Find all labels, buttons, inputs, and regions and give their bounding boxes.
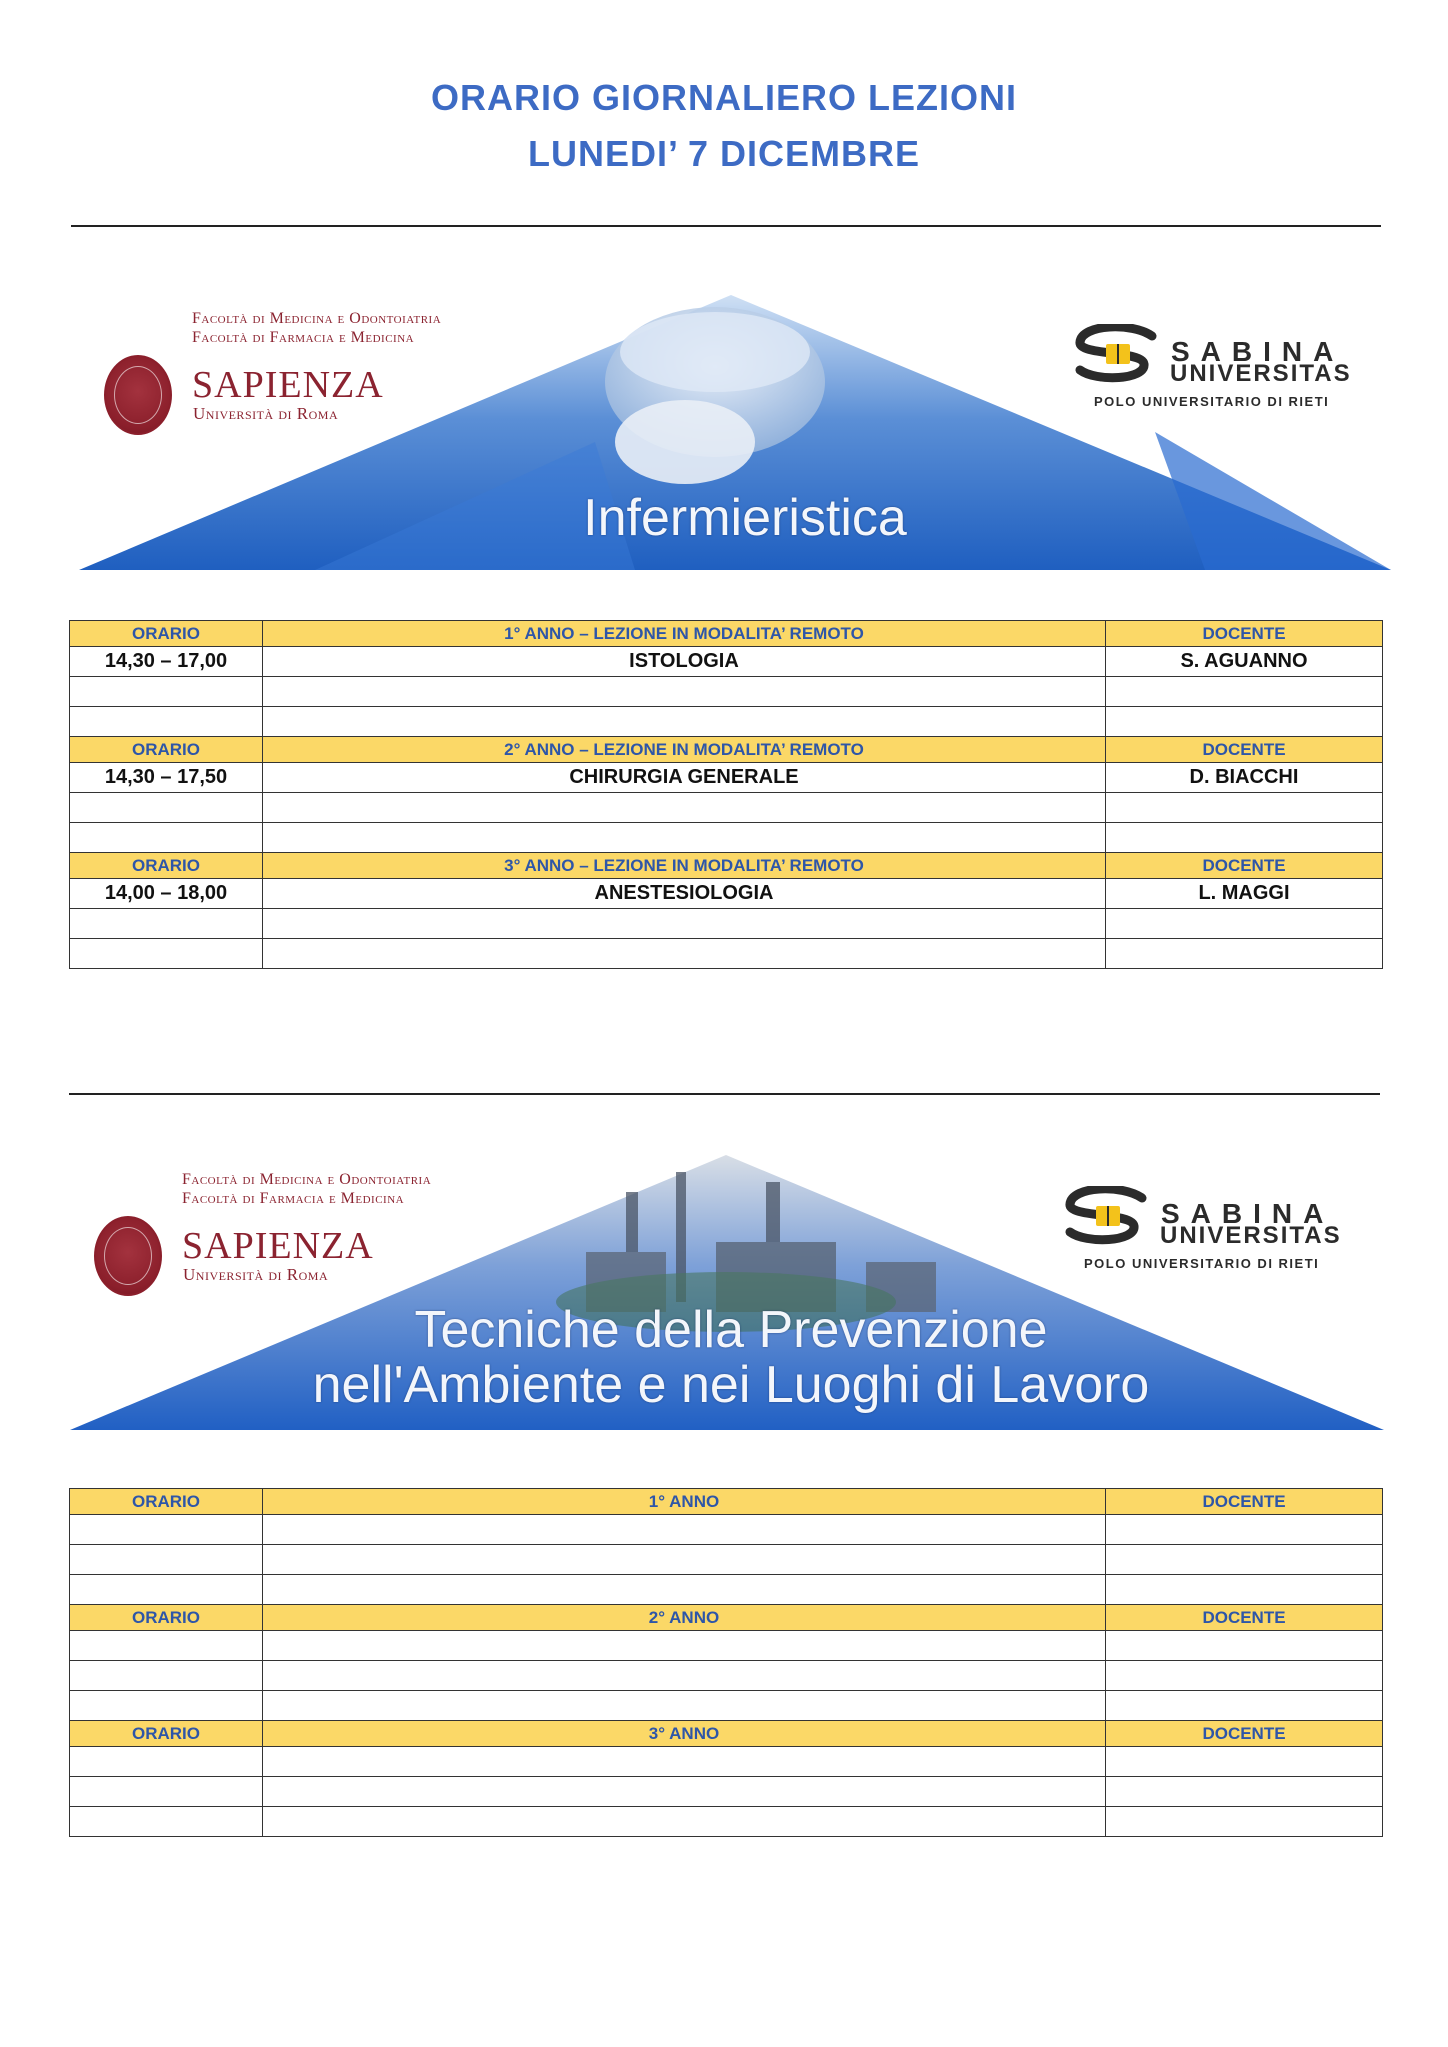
cell-lezione: ANESTESIOLOGIA [263,879,1106,909]
table-row [70,1661,1383,1691]
table-row [70,939,1383,969]
table-row [70,879,1383,909]
cell-docente [1106,1545,1383,1575]
cell-orario [70,1545,263,1575]
cell-orario: 14,30 – 17,50 [70,763,263,793]
cell-orario [70,1575,263,1605]
table-row [70,677,1383,707]
cell-docente [1106,1575,1383,1605]
faculty-line1: Facoltà di Medicina e Odontoiatria [192,310,442,327]
table-header-row [70,1489,1383,1515]
sapienza-logo-sub: Università di Roma [193,404,339,423]
sabina-logo-icon [1062,1186,1152,1246]
table-header-row [70,853,1383,879]
cell-lezione [263,1807,1106,1837]
sapienza-logo-name: SAPIENZA [182,1225,374,1267]
sapienza-seal-icon [104,355,172,435]
header-orario: ORARIO [70,737,263,763]
header-orario: ORARIO [70,621,263,647]
header-orario: ORARIO [70,1489,263,1515]
cell-orario [70,1777,263,1807]
sapienza-logo-name: SAPIENZA [192,364,384,406]
cell-docente [1106,909,1383,939]
cell-lezione [263,1631,1106,1661]
cell-orario [70,1661,263,1691]
cell-lezione [263,677,1106,707]
schedule-infermieristica [69,620,1383,969]
faculty-names-2 [182,1170,431,1208]
cell-docente [1106,1747,1383,1777]
sabina-logo-name: SABINA [1161,1198,1335,1229]
cell-docente: L. MAGGI [1106,879,1383,909]
header-orario: ORARIO [70,1605,263,1631]
divider-middle [69,1093,1380,1095]
cell-lezione [263,909,1106,939]
header-lezione: 3° ANNO [263,1721,1106,1747]
cell-lezione [263,793,1106,823]
table-header-row [70,737,1383,763]
cell-orario: 14,30 – 17,00 [70,647,263,677]
cell-orario: 14,00 – 18,00 [70,879,263,909]
banner2-title-line2: nell'Ambiente e nei Luoghi di Lavoro [312,1356,1150,1414]
cell-docente [1106,1777,1383,1807]
table-row [70,1631,1383,1661]
header-docente: DOCENTE [1106,621,1383,647]
cell-orario [70,1747,263,1777]
faculty-line2: Facoltà di Farmacia e Medicina [192,329,415,346]
table-row [70,1747,1383,1777]
sabina-logo-polo: POLO UNIVERSITARIO DI RIETI [1094,394,1330,409]
cell-docente: S. AGUANNO [1106,647,1383,677]
faculty-line2: Facoltà di Farmacia e Medicina [182,1190,405,1207]
cell-docente [1106,677,1383,707]
sapienza-logo-sub: Università di Roma [183,1265,329,1284]
table-header-row [70,621,1383,647]
header-docente: DOCENTE [1106,1605,1383,1631]
cell-lezione [263,1575,1106,1605]
header-orario: ORARIO [70,853,263,879]
schedule-tecniche-prevenzione [69,1488,1383,1837]
header-lezione: 2° ANNO – LEZIONE IN MODALITA’ REMOTO [263,737,1106,763]
table-row [70,1545,1383,1575]
header-lezione: 3° ANNO – LEZIONE IN MODALITA’ REMOTO [263,853,1106,879]
faculty-line1: Facoltà di Medicina e Odontoiatria [182,1171,432,1188]
cell-lezione [263,1747,1106,1777]
table-row [70,763,1383,793]
header-docente: DOCENTE [1106,853,1383,879]
cell-lezione [263,1777,1106,1807]
cell-lezione [263,939,1106,969]
cell-orario [70,677,263,707]
header-lezione: 1° ANNO [263,1489,1106,1515]
cell-orario [70,1807,263,1837]
cell-orario [70,823,263,853]
table-row [70,1807,1383,1837]
banner2-title-line1: Tecniche della Prevenzione [414,1301,1048,1359]
cell-lezione: CHIRURGIA GENERALE [263,763,1106,793]
header-orario: ORARIO [70,1721,263,1747]
cell-lezione [263,823,1106,853]
cell-docente [1106,1661,1383,1691]
cell-docente [1106,1631,1383,1661]
sabina-logo-icon [1072,324,1162,384]
cell-docente [1106,793,1383,823]
cell-lezione [263,1691,1106,1721]
table-row [70,707,1383,737]
sabina-logo-universitas: UNIVERSITAS [1170,360,1352,387]
header-docente: DOCENTE [1106,1489,1383,1515]
table-header-row [70,1605,1383,1631]
cell-docente: D. BIACCHI [1106,763,1383,793]
divider-top [71,225,1381,227]
cell-docente [1106,1691,1383,1721]
page-title-line2: LUNEDI’ 7 DICEMBRE [527,133,921,174]
cell-lezione [263,1661,1106,1691]
cell-docente [1106,823,1383,853]
cell-docente [1106,1515,1383,1545]
sabina-logo-polo: POLO UNIVERSITARIO DI RIETI [1084,1256,1320,1271]
sapienza-seal-icon [94,1216,162,1296]
cell-lezione: ISTOLOGIA [263,647,1106,677]
cell-orario [70,707,263,737]
table-row [70,1515,1383,1545]
faculty-names [192,309,441,347]
page-title-line1: ORARIO GIORNALIERO LEZIONI [430,77,1017,118]
cell-lezione [263,1515,1106,1545]
cell-docente [1106,1807,1383,1837]
sabina-logo-name: SABINA [1171,336,1345,367]
cell-docente [1106,939,1383,969]
cell-orario [70,939,263,969]
header-docente: DOCENTE [1106,737,1383,763]
table-row [70,1575,1383,1605]
cell-lezione [263,707,1106,737]
cell-orario [70,793,263,823]
table-row [70,823,1383,853]
table-row [70,909,1383,939]
banner1-title: Infermieristica [583,489,907,547]
header-lezione: 2° ANNO [263,1605,1106,1631]
cell-docente [1106,707,1383,737]
header-lezione: 1° ANNO – LEZIONE IN MODALITA’ REMOTO [263,621,1106,647]
sabina-logo-universitas: UNIVERSITAS [1160,1222,1342,1249]
cell-lezione [263,1545,1106,1575]
cell-orario [70,1515,263,1545]
header-docente: DOCENTE [1106,1721,1383,1747]
cell-orario [70,1631,263,1661]
table-row [70,1777,1383,1807]
table-header-row [70,1721,1383,1747]
table-row [70,647,1383,677]
cell-orario [70,909,263,939]
table-row [70,1691,1383,1721]
cell-orario [70,1691,263,1721]
table-row [70,793,1383,823]
